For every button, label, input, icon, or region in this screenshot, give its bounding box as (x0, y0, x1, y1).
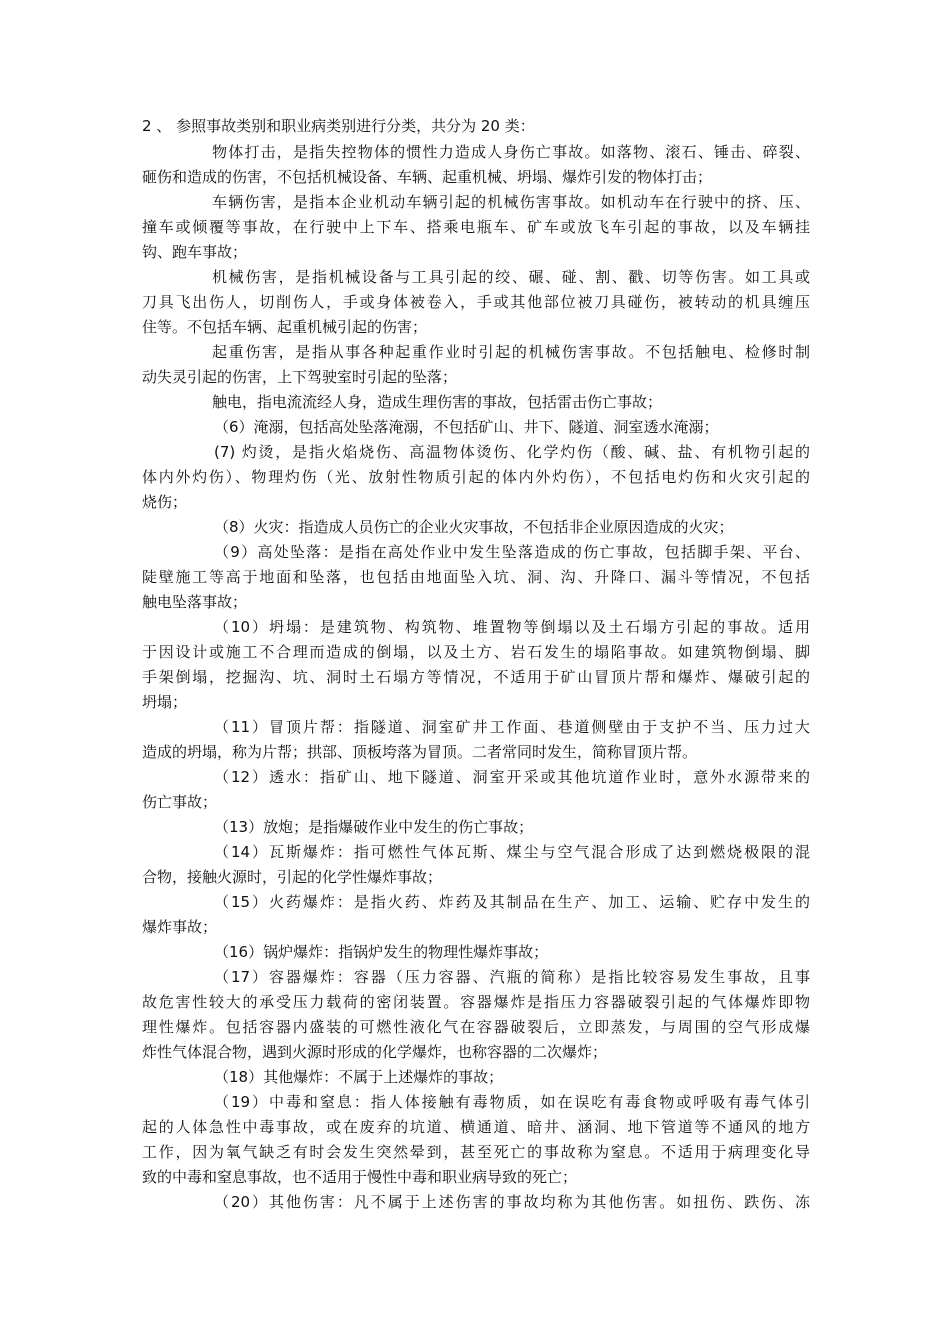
paragraph-line: （12）透水：指矿山、地下隧道、洞室开采或其他坑道作业时，意外水源带来的 (214, 768, 810, 786)
paragraph-line: 起重伤害，是指从事各种起重作业时引起的机械伤害事故。不包括触电、检修时制 (212, 343, 810, 361)
paragraph-line: 理性爆炸。包括容器内盛装的可燃性液化气在容器破裂后，立即蒸发，与周围的空气形成爆 (142, 1018, 810, 1036)
paragraph-line: 造成的坍塌，称为片帮；拱部、顶板垮落为冒顶。二者常同时发生，简称冒顶片帮。 (142, 743, 698, 761)
paragraph-line: 手架倒塌，挖掘沟、坑、洞时土石塌方等情况，不适用于矿山冒顶片帮和爆炸、爆破引起的 (142, 668, 810, 686)
paragraph-line: 物体打击，是指失控物体的惯性力造成人身伤亡事故。如落物、滚石、锤击、碎裂、 (212, 143, 810, 161)
paragraph-line: 合物，接触火源时，引起的化学性爆炸事故； (142, 868, 443, 886)
paragraph-line: （13）放炮；是指爆破作业中发生的伤亡事故； (214, 818, 534, 836)
paragraph-line: 动失灵引起的伤害，上下驾驶室时引起的坠落； (142, 368, 458, 386)
paragraph-line: （18）其他爆炸：不属于上述爆炸的事故； (214, 1068, 504, 1086)
paragraph-line: 故危害性较大的承受压力载荷的密闭装置。容器爆炸是指压力容器破裂引起的气体爆炸即物 (142, 993, 810, 1011)
paragraph-line: (7) 灼烫，是指火焰烧伤、高温物体烫伤、化学灼伤（酸、碱、盐、有机物引起的 (214, 443, 810, 461)
paragraph-line: （9）高处坠落：是指在高处作业中发生坠落造成的伤亡事故，包括脚手架、平台、 (214, 543, 810, 561)
paragraph-line: 坍塌； (142, 693, 188, 711)
paragraph-line: 起的人体急性中毒事故，或在废弃的坑道、横通道、暗井、涵洞、地下管道等不通风的地方 (142, 1118, 810, 1136)
paragraph-line: （15）火药爆炸：是指火药、炸药及其制品在生产、加工、运输、贮存中发生的 (214, 893, 810, 911)
paragraph-line: （6）淹溺，包括高处坠落淹溺，不包括矿山、井下、隧道、洞室透水淹溺； (214, 418, 719, 436)
paragraph-line: 车辆伤害，是指本企业机动车辆引起的机械伤害事故。如机动车在行驶中的挤、压、 (212, 193, 810, 211)
paragraph-line: 触电，指电流流经人身，造成生理伤害的事故，包括雷击伤亡事故； (212, 393, 663, 411)
paragraph-line: （16）锅炉爆炸：指锅炉发生的物理性爆炸事故； (214, 943, 549, 961)
paragraph-line: 烧伤； (142, 493, 188, 511)
paragraph-line: 于因设计或施工不合理而造成的倒塌，以及土方、岩石发生的塌陷事故。如建筑物倒塌、脚 (142, 643, 810, 661)
paragraph-line: （11）冒顶片帮：指隧道、洞室矿井工作面、巷道侧壁由于支护不当、压力过大 (214, 718, 810, 736)
paragraph-line: 撞车或倾覆等事故，在行驶中上下车、搭乘电瓶车、矿车或放飞车引起的事故，以及车辆挂 (142, 218, 810, 236)
paragraph-line: （8）火灾：指造成人员伤亡的企业火灾事故，不包括非企业原因造成的火灾； (214, 518, 734, 536)
paragraph-line: 砸伤和造成的伤害，不包括机械设备、车辆、起重机械、坍塌、爆炸引发的物体打击； (142, 168, 713, 186)
paragraph-line: 钩、跑车事故； (142, 243, 248, 261)
paragraph-line: （14）瓦斯爆炸：指可燃性气体瓦斯、煤尘与空气混合形成了达到燃烧极限的混 (214, 843, 810, 861)
paragraph-line: 工作，因为氧气缺乏有时会发生突然晕到，甚至死亡的事故称为窒息。不适用于病理变化导 (142, 1143, 810, 1161)
paragraph-line: （17）容器爆炸：容器（压力容器、汽瓶的简称）是指比较容易发生事故，且事 (214, 968, 810, 986)
paragraph-line: 住等。不包括车辆、起重机械引起的伤害； (142, 318, 428, 336)
paragraph-line: 刀具飞出伤人，切削伤人，手或身体被卷入，手或其他部位被刀具碰伤，被转动的机具缠压 (142, 293, 810, 311)
paragraph-line: 伤亡事故； (142, 793, 218, 811)
paragraph-line: 炸性气体混合物，遇到火源时形成的化学爆炸，也称容器的二次爆炸； (142, 1043, 608, 1061)
paragraph-line: 陡壁施工等高于地面和坠落，也包括由地面坠入坑、洞、沟、升降口、漏斗等情况，不包括 (142, 568, 810, 586)
paragraph-line: 机械伤害，是指机械设备与工具引起的绞、碾、碰、割、戳、切等伤害。如工具或 (212, 268, 810, 286)
paragraph-line: 触电坠落事故； (142, 593, 248, 611)
paragraph-line: （10）坍塌：是建筑物、构筑物、堆置物等倒塌以及土石塌方引起的事故。适用 (214, 618, 810, 636)
section-heading: 2 、 参照事故类别和职业病类别进行分类，共分为 20 类： (142, 117, 535, 135)
paragraph-line: 体内外灼伤）、物理灼伤（光、放射性物质引起的体内外灼伤），不包括电灼伤和火灾引起的 (142, 468, 810, 486)
paragraph-line: （19）中毒和窒息：指人体接触有毒物质，如在误吃有毒食物或呼吸有毒气体引 (214, 1093, 810, 1111)
paragraph-line: 爆炸事故； (142, 918, 218, 936)
paragraph-line: 致的中毒和窒息事故，也不适用于慢性中毒和职业病导致的死亡； (142, 1168, 578, 1186)
paragraph-line: （20）其他伤害：凡不属于上述伤害的事故均称为其他伤害。如扭伤、跌伤、冻 (214, 1193, 810, 1211)
